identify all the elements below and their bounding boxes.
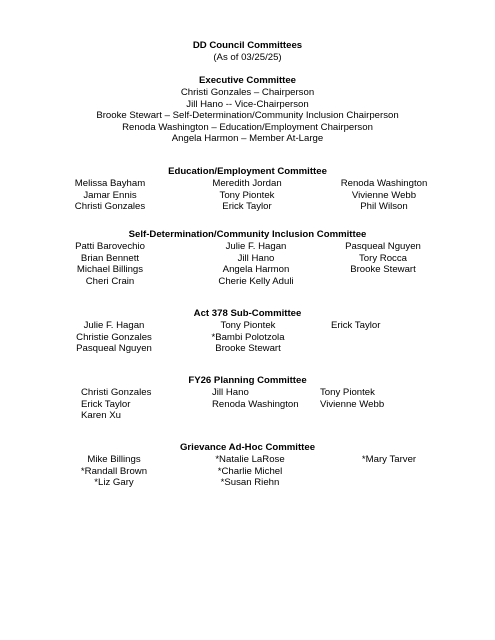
- member-name: Vivienne Webb: [320, 398, 385, 410]
- member-name: Erick Taylor: [222, 201, 272, 213]
- fy26-column-1: [81, 387, 151, 422]
- member-name: Pasqueal Nguyen: [345, 241, 421, 252]
- member-name: Jill Hano: [237, 252, 275, 264]
- member-name: Tony Piontek: [219, 189, 275, 201]
- member-name: Christi Gonzales: [81, 387, 152, 398]
- member-name: Julie F. Hagan: [225, 241, 287, 252]
- member-name: Tony Piontek: [220, 320, 276, 331]
- member-name: Brooke Stewart: [350, 264, 416, 276]
- education-column-1: [75, 178, 145, 213]
- member-name: Tory Rocca: [359, 252, 407, 264]
- member-name: *Bambi Polotzola: [211, 331, 285, 343]
- act-378-column-3: [331, 320, 380, 332]
- member-name: Karen Xu: [81, 410, 122, 422]
- member-name: Jill Hano: [212, 387, 249, 398]
- executive-member: Christi Gonzales – Chairperson: [180, 87, 315, 98]
- education-column-2: [212, 178, 281, 213]
- self-determination-column-3: [345, 241, 421, 276]
- executive-member: Angela Harmon – Member At-Large: [171, 133, 324, 145]
- member-name: Michael Billings: [76, 264, 144, 276]
- executive-committee-members: [0, 87, 495, 145]
- document-title: DD Council Committees: [192, 40, 303, 51]
- grievance-column-1: [81, 454, 147, 489]
- member-name: Vivienne Webb: [351, 189, 417, 201]
- self-determination-column-1: [75, 241, 145, 287]
- member-name: Brooke Stewart: [215, 343, 281, 355]
- member-name: Julie F. Hagan: [83, 320, 145, 331]
- member-name: Mike Billings: [87, 454, 141, 465]
- fy26-column-2: [212, 387, 299, 410]
- self-determination-column-2: [218, 241, 293, 287]
- member-name: Christi Gonzales: [74, 201, 146, 213]
- document-date: (As of 03/25/25): [213, 52, 282, 63]
- member-name: *Natalie LaRose: [215, 454, 285, 465]
- member-name: Jamar Ennis: [83, 189, 137, 201]
- act-378-column-1: [76, 320, 152, 355]
- member-name: *Charlie Michel: [217, 465, 283, 477]
- member-name: Phil Wilson: [360, 201, 408, 213]
- executive-committee-title: Executive Committee: [198, 75, 297, 86]
- member-name: Renoda Washington: [340, 178, 428, 189]
- member-name: Angela Harmon: [222, 264, 290, 276]
- member-name: Tony Piontek: [320, 387, 375, 398]
- grievance-committee-title: Grievance Ad-Hoc Committee: [179, 442, 316, 453]
- member-name: Erick Taylor: [331, 320, 381, 331]
- grievance-column-2: [215, 454, 284, 489]
- member-name: Melissa Bayham: [74, 178, 146, 189]
- member-name: *Mary Tarver: [361, 454, 417, 465]
- member-name: Cherie Kelly Aduli: [218, 275, 294, 287]
- education-column-3: [341, 178, 428, 213]
- fy26-planning-committee-title: FY26 Planning Committee: [188, 375, 307, 386]
- member-name: Meredith Jordan: [212, 178, 282, 189]
- act-378-column-2: [211, 320, 284, 355]
- member-name: *Randall Brown: [80, 465, 148, 477]
- executive-member: Jill Hano -- Vice-Chairperson: [186, 98, 309, 110]
- member-name: Brian Bennett: [80, 252, 140, 264]
- member-name: Cheri Crain: [85, 275, 135, 287]
- education-committee-title: Education/Employment Committee: [168, 166, 327, 177]
- grievance-column-3: [362, 454, 416, 466]
- act-378-committee-title: Act 378 Sub-Committee: [193, 308, 302, 319]
- member-name: Christie Gonzales: [76, 331, 152, 343]
- member-name: *Susan Riehn: [220, 477, 280, 489]
- executive-member: Brooke Stewart – Self-Determination/Community Inclusion Chairperson: [96, 110, 399, 122]
- member-name: Pasqueal Nguyen: [76, 343, 152, 355]
- self-determination-committee-title: Self-Determination/Community Inclusion Committee: [128, 229, 367, 240]
- member-name: *Liz Gary: [94, 477, 134, 489]
- fy26-column-3: [320, 387, 384, 410]
- member-name: Renoda Washington: [212, 398, 299, 410]
- member-name: Patti Barovechio: [75, 241, 145, 252]
- member-name: Erick Taylor: [81, 398, 131, 410]
- executive-member: Renoda Washington – Education/Employment Chairperson: [122, 121, 373, 133]
